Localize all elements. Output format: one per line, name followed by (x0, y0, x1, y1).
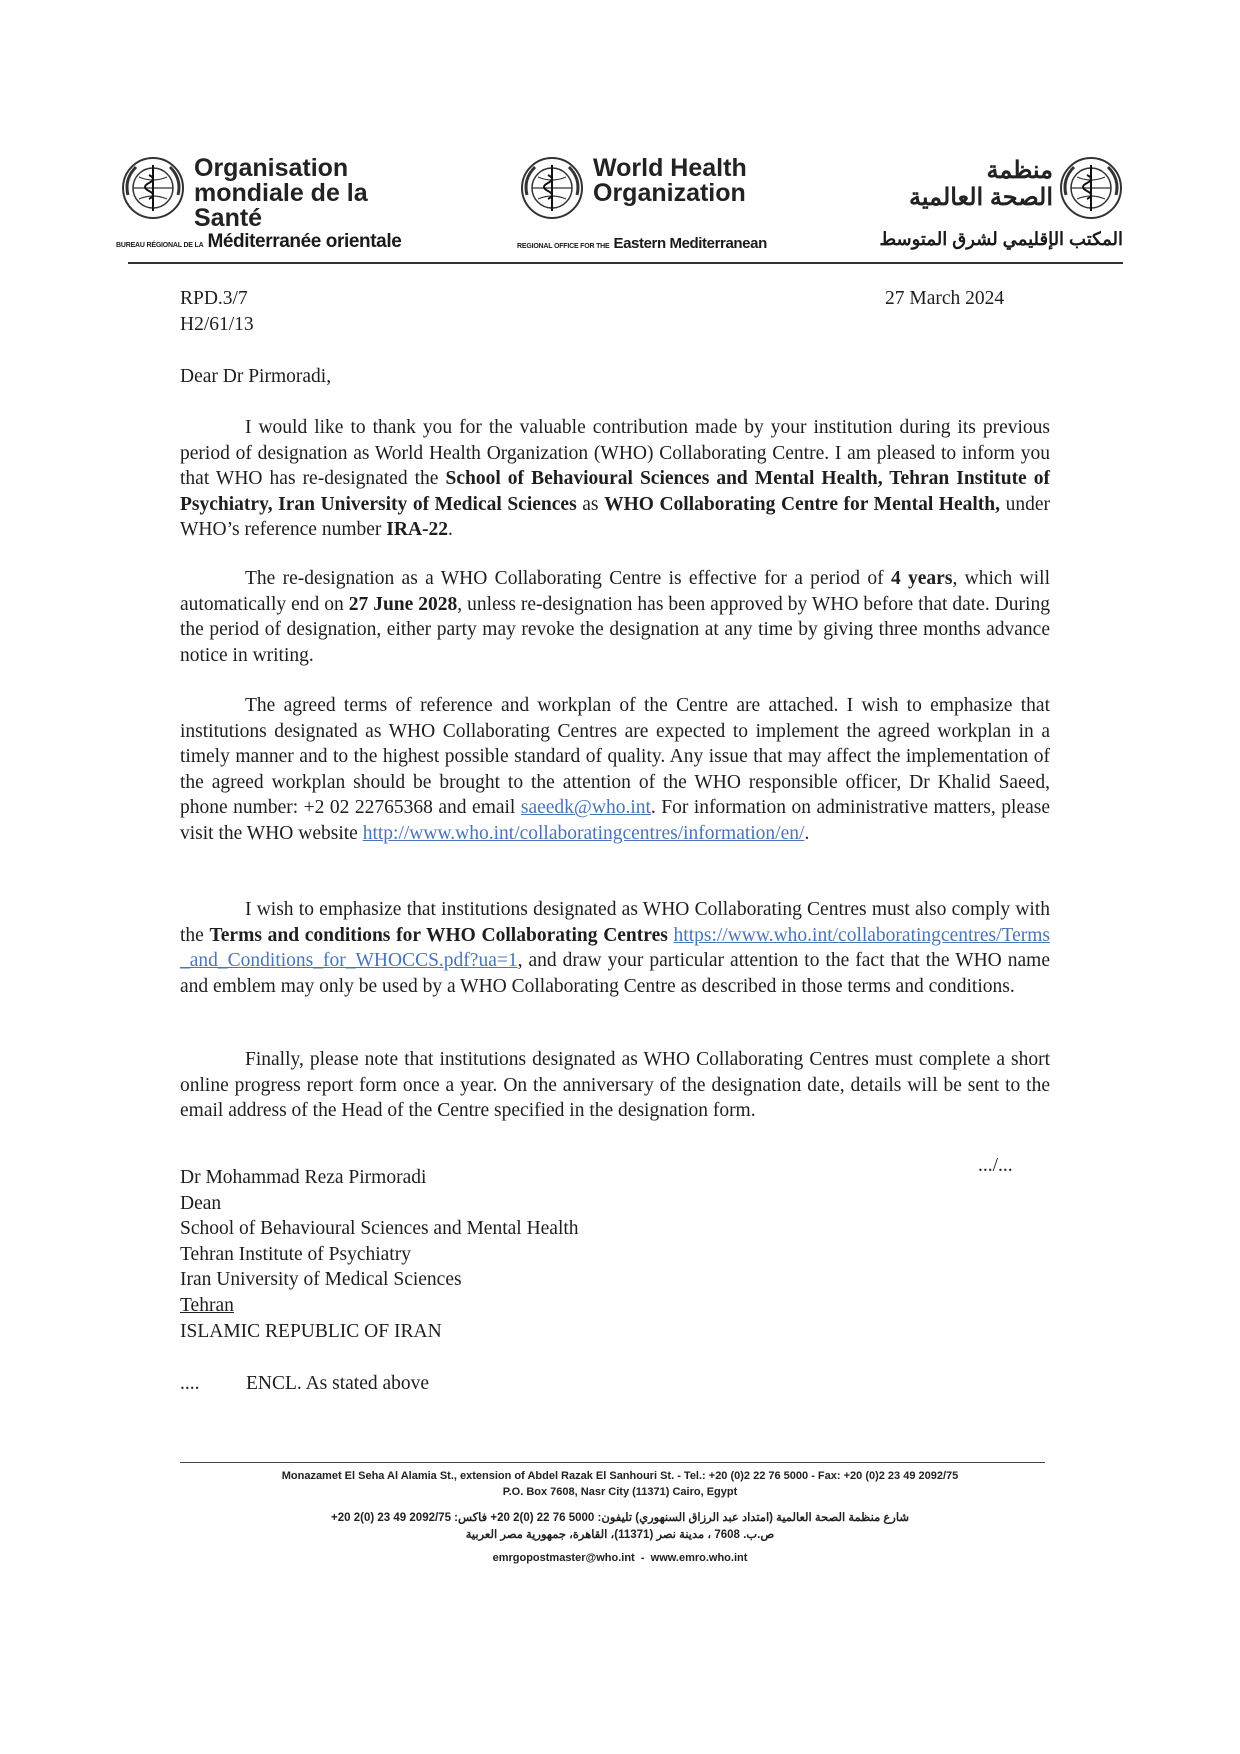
paragraph-1 (180, 415, 1050, 543)
paragraph-1-text-g: . (448, 519, 453, 541)
paragraph-2-text-e: , unless re-designation has been approved by WHO before that date. During the period of designation, either party may revoke the designation at any time by giving three months advance notice in writing. (180, 593, 1050, 666)
reference-number: IRA-22 (386, 519, 449, 541)
paragraph-2 (180, 566, 1050, 668)
footer-pobox-english: P.O. Box 7608, Nasr City (11371) Cairo, Egypt (502, 1486, 738, 1498)
letterhead-french (116, 155, 416, 255)
officer-email-link[interactable]: saeedk@who.int (520, 797, 651, 819)
paragraph-4-text-d: , and draw your particular attention to the fact that the WHO name and emblem may only be used by a WHO Collaborating Centre as described in those terms and conditions. (180, 950, 1050, 997)
letterhead-english-line2: Organization (593, 179, 746, 207)
recipient-city: Tehran (180, 1294, 234, 1316)
footer-address-english: Monazamet El Seha Al Alamia St., extension of Abdel Razak El Sanhouri St. - Tel.: +20 (0)2 22 76 5000 - Fax: +20 (0)2 23 49 2092/75 (281, 1470, 959, 1482)
paragraph-3-text-b: . For information on administrative matters, please visit the WHO website (180, 797, 1050, 844)
letter-date: 27 March 2024 (885, 288, 1005, 309)
letterhead-english-region-prefix: REGIONAL OFFICE FOR THE (517, 243, 610, 250)
paragraph-1-text-c: as (576, 493, 605, 515)
footer-email-link[interactable]: emrgopostmaster@who.int (492, 1552, 635, 1564)
recipient-title: Dean (180, 1192, 222, 1214)
reference-code-1: RPD.3/7 (180, 288, 248, 309)
footer-divider (180, 1462, 1045, 1463)
footer-pobox-arabic: ص.ب. 7608 ، مدينة نصر (11371)، القاهرة، جمهورية مصر العربية (465, 1529, 775, 1541)
letterhead-french-line1: Organisation (194, 154, 349, 182)
reference-block (180, 286, 254, 337)
letterhead-english-line1: World Health (593, 154, 747, 182)
who-emblem-icon (1058, 155, 1124, 221)
letterhead-arabic-line1: منظمة (986, 157, 1053, 184)
salutation: Dear Dr Pirmoradi, (180, 366, 332, 387)
institution-name: School of Behavioural Sciences and Mental Health, Tehran Institute of Psychiatry, Iran University of Medical Sciences (180, 468, 1050, 515)
paragraph-1-text-e: under WHO’s reference number (180, 493, 1050, 541)
paragraph-1-text-a: I would like to thank you for the valuable contribution made by your institution during its previous period of designation as World Health Organization (WHO) Collaborating Centre. I am pleased to inform you that WHO has re-designated the (180, 417, 1050, 490)
paragraph-4-text-a: I wish to emphasize that institutions designated as WHO Collaborating Centres must also comply with the (180, 899, 1050, 946)
letterhead-french-line2: mondiale de la Santé (194, 179, 368, 232)
footer-separator: - (640, 1552, 645, 1564)
recipient-name: Dr Mohammad Reza Pirmoradi (180, 1167, 427, 1188)
paragraph-3-text-a: The agreed terms of reference and workplan of the Centre are attached. I wish to emphasize that institutions designated as WHO Collaborating Centres are expected to implement the agreed workplan in a timely manner and to the highest possible standard of quality. Any issue that may affect the implementation of the agreed workplan should be brought to the attention of the WHO responsible officer, Dr Khalid Saeed, phone number: +2 02 22765368 and email (180, 695, 1050, 819)
footer-website-link[interactable]: www.emro.who.int (650, 1552, 748, 1564)
who-information-link[interactable]: http://www.who.int/collaboratingcentres/information/en/ (362, 822, 805, 844)
designation-period: 4 years (890, 568, 953, 589)
paragraph-3 (180, 693, 1050, 847)
terms-title: Terms and conditions for WHO Collaborating Centres (209, 924, 668, 946)
paragraph-4 (180, 897, 1050, 999)
recipient-line-3: Iran University of Medical Sciences (180, 1269, 462, 1291)
enclosure-dots: .... (180, 1373, 200, 1394)
recipient-country: ISLAMIC REPUBLIC OF IRAN (180, 1320, 442, 1342)
letterhead-english (515, 154, 767, 255)
letterhead-arabic-region: المكتب الإقليمي لشرق المتوسط (879, 229, 1123, 249)
who-emblem-icon (519, 155, 585, 221)
letterhead-french-region-prefix: BUREAU RÉGIONAL DE LA (116, 242, 204, 249)
footer-address-arabic: شارع منظمة الصحة العالمية (امتداد عبد الرزاق السنهوري) تليفون: 5000 76 22 (0)2 20+ فاكس: 2092/75 49 23 (0)2 20+ (331, 1512, 909, 1524)
letterhead-english-region: Eastern Mediterranean (613, 235, 767, 252)
terms-conditions-link[interactable]: https://www.who.int/collaboratingcentres/Terms_and_Conditions_for_WHOCCS.pdf?ua=1 (180, 924, 1051, 972)
letterhead-french-region: Méditerranée orientale (207, 231, 402, 252)
designation-end-date: 27 June 2028 (348, 593, 458, 615)
enclosure-text: ENCL. As stated above (246, 1373, 430, 1394)
enclosure-line (180, 1371, 429, 1397)
paragraph-3-text-c: . (804, 822, 810, 844)
letterhead-arabic-line2: الصحة العالمية (909, 184, 1053, 211)
paragraph-2-text-c: , which will automatically end on (180, 568, 1050, 615)
centre-title: WHO Collaborating Centre for Mental Health, (604, 493, 1001, 515)
footer-contact (160, 1552, 1080, 1564)
paragraph-2-text-a: The re-designation as a WHO Collaborating Centre is effective for a period of (245, 568, 891, 589)
letterhead-divider (128, 262, 1123, 264)
recipient-address (180, 1165, 579, 1344)
letterhead-arabic (880, 155, 1125, 255)
recipient-line-2: Tehran Institute of Psychiatry (180, 1243, 411, 1265)
continuation-mark: .../... (978, 1155, 1013, 1176)
who-emblem-icon (120, 155, 186, 221)
recipient-line-1: School of Behavioural Sciences and Mental Health (180, 1218, 579, 1240)
reference-code-2: H2/61/13 (180, 313, 254, 335)
paragraph-5: Finally, please note that institutions designated as WHO Collaborating Centres must complete a short online progress report form once a year. On the anniversary of the designation date, details will be sent to the email address of the Head of the Centre specified in the designation form. (180, 1049, 1050, 1122)
